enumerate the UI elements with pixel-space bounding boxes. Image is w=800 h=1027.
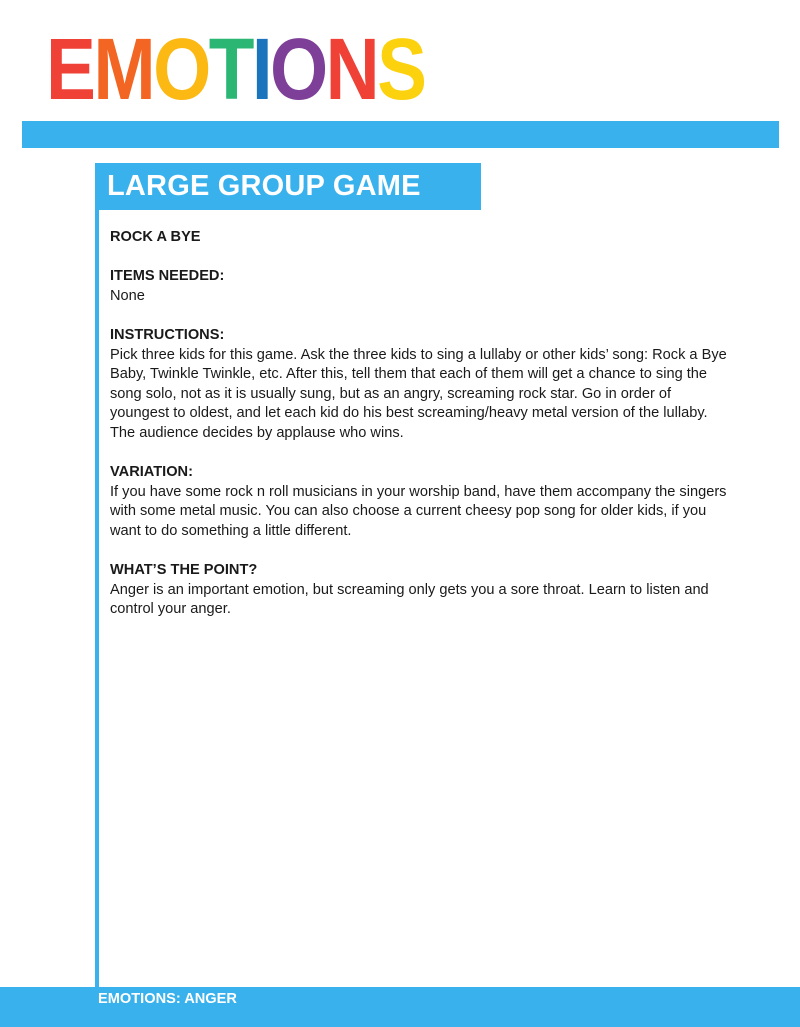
variation-text: If you have some rock n roll musicians in your worship band, have them accompany the singers with some metal music. You can also choose a current cheesy pop song for older kids, if you want to do something a little different. — [110, 483, 727, 539]
emotions-logo — [46, 21, 425, 118]
section-title: LARGE GROUP GAME — [107, 170, 421, 202]
items-needed-heading: ITEMS NEEDED: — [110, 268, 225, 285]
logo-letter: E — [46, 21, 94, 118]
items-needed-text: None — [110, 287, 145, 304]
logo-letter: T — [208, 21, 252, 118]
content-left-rule — [95, 163, 99, 989]
point-section — [110, 561, 730, 620]
instructions-heading: INSTRUCTIONS: — [110, 326, 225, 343]
point-text: Anger is an important emotion, but screaming only gets you a sore throat. Learn to listen and control your anger. — [110, 581, 709, 618]
logo-letter: S — [377, 21, 425, 118]
header-band — [22, 121, 779, 148]
game-description — [110, 228, 730, 639]
variation-heading: VARIATION: — [110, 464, 193, 481]
footer-label: EMOTIONS: ANGER — [98, 991, 237, 1007]
game-title: ROCK A BYE — [110, 229, 201, 245]
instructions-section — [110, 326, 730, 444]
items-needed-section — [110, 267, 730, 306]
section-title-tab — [95, 163, 481, 210]
instructions-text: Pick three kids for this game. Ask the three kids to sing a lullaby or other kids’ song: Rock a Bye Baby, Twinkle Twinkle, etc. After this, tell them that each of them will get a chance to sing the song solo, not as it is usually sung, but as an angry, screaming rock star. Go in order of youngest to oldest, and let each kid do his best screaming/heavy metal version of the lullaby. The audience decides by applause who wins. — [110, 346, 727, 441]
logo-letter: N — [325, 21, 378, 118]
logo-letter: O — [153, 21, 209, 118]
logo-letter: O — [270, 21, 326, 118]
logo-letter: M — [93, 21, 154, 118]
logo-letter: I — [251, 21, 271, 118]
point-heading: WHAT’S THE POINT? — [110, 562, 258, 579]
variation-section — [110, 463, 730, 541]
